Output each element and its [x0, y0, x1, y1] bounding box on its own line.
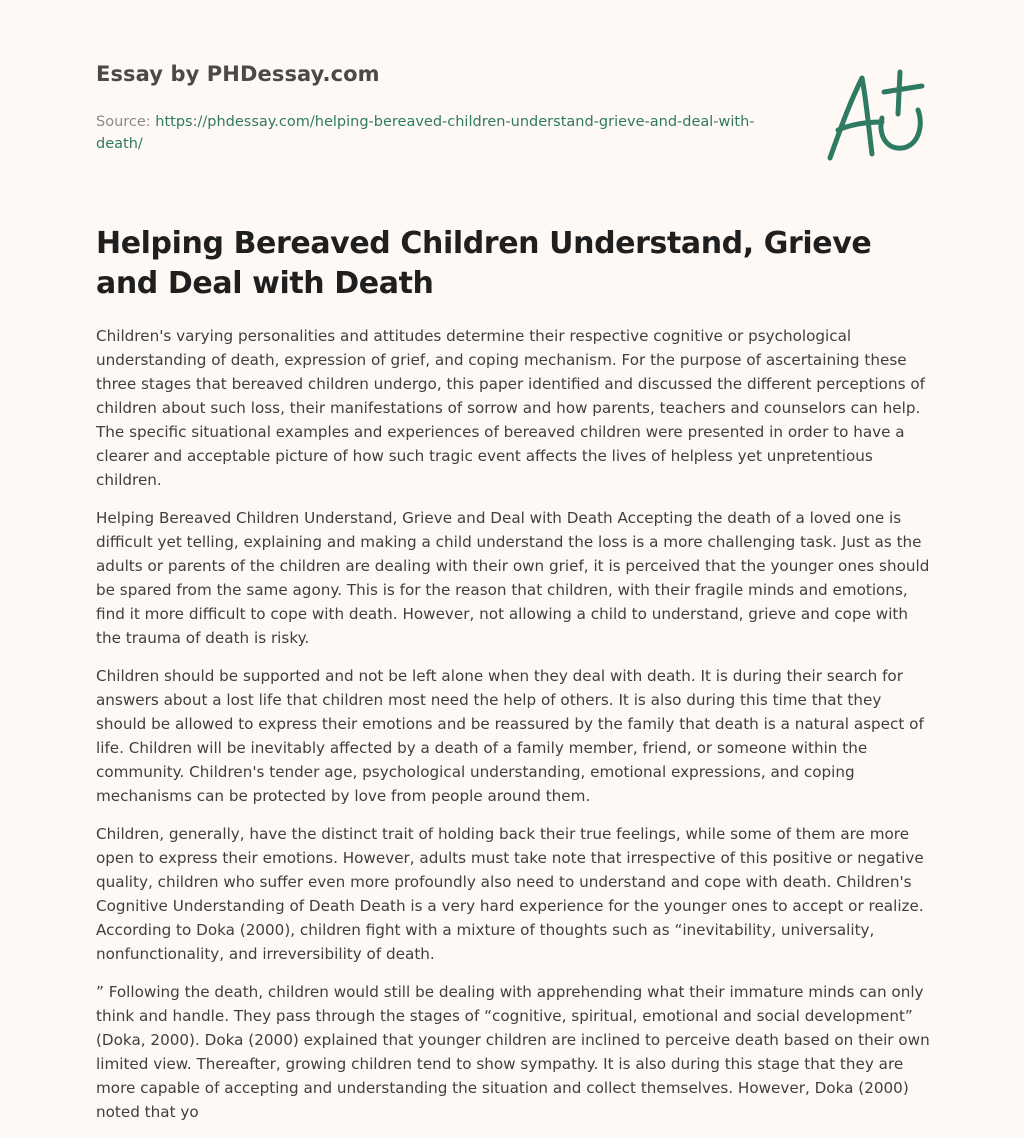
article-body [96, 324, 936, 1138]
article-paragraph: Children, generally, have the distinct trait of holding back their true feelings, while some of them are more open to express their emotions. However, adults must take note that irrespective of this positive or negative quality, children who suffer even more profoundly also need to understand and cope with death. Children's Cognitive Understanding of Death Death is a very hard experience for the younger ones to accept or realize. According to Doka (2000), children fight with a mixture of thoughts such as “inevitability, universality, nonfunctionality, and irreversibility of death. [96, 825, 924, 963]
source-link[interactable]: https://phdessay.com/helping-bereaved-children-understand-grieve-and-deal-with-death/ [96, 114, 755, 152]
a-plus-logo-svg [820, 66, 932, 166]
essay-header [96, 62, 796, 155]
article-paragraph: Children's varying personalities and attitudes determine their respective cognitive or psychological understanding of death, expression of grief, and coping mechanism. For the purpose of ascertaining these three stages that bereaved children undergo, this paper identified and discussed the different perceptions of children about such loss, their manifestations of sorrow and how parents, teachers and counselors can help. The specific situational examples and experiences of bereaved children were presented in order to have a clearer and acceptable picture of how such tragic event affects the lives of helpless yet unpretentious children. [96, 327, 925, 489]
article-paragraph: Helping Bereaved Children Understand, Grieve and Deal with Death Accepting the death of a loved one is difficult yet telling, explaining and making a child understand the loss is a more challenging task. Just as the adults or parents of the children are dealing with their own grief, it is perceived that the younger ones should be spared from the same agony. This is for the reason that children, with their fragile minds and emotions, find it more difficult to cope with death. However, not allowing a child to understand, grieve and cope with the trauma of death is risky. [96, 509, 930, 647]
article-title: Helping Bereaved Children Understand, Grieve and Deal with Death [96, 226, 872, 301]
article-paragraph: Children should be supported and not be left alone when they deal with death. It is during their search for answers about a lost life that children most need the help of others. It is also during this time that they should be allowed to express their emotions and be reassured by the family that death is a natural aspect of life. Children will be inevitably affected by a death of a family member, friend, or someone within the community. Children's tender age, psychological understanding, emotional expressions, and coping mechanisms can be protected by love from people around them. [96, 667, 924, 805]
a-plus-grade-icon [820, 66, 932, 166]
article-paragraph: ” Following the death, children would still be dealing with apprehending what their immature minds can only think and handle. They pass through the stages of “cognitive, spiritual, emotional and social development” (Doka, 2000). Doka (2000) explained that younger children are inclined to perceive death based on their own limited view. Thereafter, growing children tend to show sympathy. It is also during this stage that they are more capable of accepting and understanding the situation and collect themselves. However, Doka (2000) noted that yo [96, 983, 930, 1121]
site-title: Essay by PHDessay.com [96, 62, 380, 86]
source-line [96, 111, 756, 155]
source-label: Source: [96, 114, 151, 130]
